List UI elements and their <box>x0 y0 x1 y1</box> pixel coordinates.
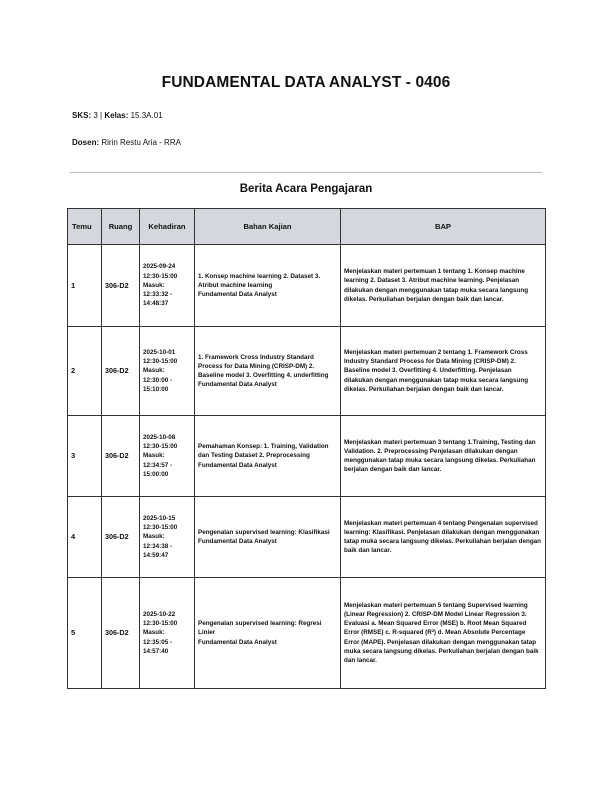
cell-bap: Menjelaskan materi pertemuan 3 tentang 1.Training, Testing dan Validation. 2. Preprocessing Penjelasan dilakukan dengan menggunakan tatap muka secara langsung dikelas. Perkuliahan berjalan dengan baik dan lancar. <box>341 416 546 497</box>
cell-temu: 1 <box>68 245 102 327</box>
table-row <box>68 245 546 327</box>
cell-temu: 2 <box>68 327 102 416</box>
page-title: FUNDAMENTAL DATA ANALYST - 0406 <box>161 74 451 91</box>
section-title: Berita Acara Pengajaran <box>239 183 373 195</box>
table-row <box>68 327 546 416</box>
attendance-masuk-label: Masuk: <box>143 452 165 460</box>
table-row <box>68 578 546 689</box>
cell-bap: Menjelaskan materi pertemuan 1 tentang 1. Konsep machine learning 2. Dataset 3. Atribut machine learning. Penjelasan dilakukan dengan menggunakan tatap muka secara langsung dikelas. Perkuliahan berjalan dengan baik dan lancar. <box>341 245 546 327</box>
cell-bahan-kajian <box>195 245 341 327</box>
cell-kehadiran <box>140 416 195 497</box>
header-ruang: Ruang <box>102 209 140 245</box>
bahan-topics: 1. Framework Cross Industry Standard Process for Data Mining (CRISP-DM) 2. Baseline model 3. Overfitting 4. underfitting <box>198 353 329 379</box>
attendance-time: 12:30-15:00 <box>143 272 178 280</box>
bahan-course: Fundamental Data Analyst <box>198 538 277 545</box>
attendance-masuk-label: Masuk: <box>143 533 165 541</box>
cell-bahan-kajian <box>195 497 341 578</box>
cell-ruang: 306-D2 <box>102 416 140 497</box>
cell-bahan-kajian <box>195 416 341 497</box>
kelas-label: Kelas: <box>104 111 129 120</box>
header-temu: Temu <box>68 209 102 245</box>
course-meta <box>72 111 163 120</box>
cell-bahan-kajian <box>195 578 341 689</box>
bahan-topics: 1. Konsep machine learning 2. Dataset 3. Atribut machine learning <box>198 272 321 289</box>
cell-ruang: 306-D2 <box>102 245 140 327</box>
sks-label: SKS: <box>72 111 92 120</box>
attendance-masuk-value: 12:35:05 - 14:57:40 <box>143 638 173 655</box>
attendance-date: 2025-10-15 <box>143 514 176 522</box>
cell-bap: Menjelaskan materi pertemuan 5 tentang Supervised learning (Linear Regression) 2. CRISP-DM Model Linear Regression 3. Evaluasi a. Mean Squared Error (MSE) b. Root Mean Squared Error (RMSE) c. R-squared (R²) d. Mean Absolute Percentage Error (MAPE). Penjelasan dilakukan dengan menggunakan tatap muka secara langsung dikelas. Perkuliahan berjalan dengan baik dan lancar. <box>341 578 546 689</box>
attendance-masuk-value: 12:30:00 - 15:10:00 <box>143 376 173 393</box>
cell-temu: 5 <box>68 578 102 689</box>
bahan-topics: Pengenalan supervised learning: Regresi Linier <box>198 620 322 637</box>
cell-bap: Menjelaskan materi pertemuan 4 tentang Pengenalan supervised learning: Klasifikasi. Penjelasan dilakukan dengan menggunakan tatap muka secara langsung dikelas. Perkuliahan berjalan dengan baik dan lancar. <box>341 497 546 578</box>
attendance-masuk-label: Masuk: <box>143 367 165 375</box>
cell-ruang: 306-D2 <box>102 578 140 689</box>
table-row <box>68 497 546 578</box>
attendance-masuk-value: 12:34:38 - 14:59:47 <box>143 542 173 559</box>
lecturer-meta <box>72 138 181 147</box>
cell-bahan-kajian <box>195 327 341 416</box>
cell-kehadiran <box>140 327 195 416</box>
attendance-masuk-label: Masuk: <box>143 629 165 637</box>
attendance-time: 12:30-15:00 <box>143 620 178 628</box>
cell-bap: Menjelaskan materi pertemuan 2 tentang 1. Framework Cross Industry Standard Process for Data Mining (CRISP-DM) 2. Baseline model 3. Overfitting 4. Underfitting. Penjelasan dilakukan dengan menggunakan tatap muka secara langsung dikelas. Perkuliahan berjalan dengan baik dan lancar. <box>341 327 546 416</box>
attendance-time: 12:30-15:00 <box>143 358 178 366</box>
bahan-course: Fundamental Data Analyst <box>198 381 277 389</box>
attendance-date: 2025-10-22 <box>143 610 176 618</box>
cell-temu: 4 <box>68 497 102 578</box>
header-bap: BAP <box>341 209 546 245</box>
attendance-date: 2025-10-01 <box>143 348 176 356</box>
dosen-label: Dosen: <box>72 138 100 147</box>
cell-ruang: 306-D2 <box>102 497 140 578</box>
bahan-topics: Pemahaman Konsep: 1. Training, Validation dan Testing Dataset 2. Preprocessing <box>198 443 329 460</box>
bahan-course: Fundamental Data Analyst <box>198 638 277 646</box>
cell-ruang: 306-D2 <box>102 327 140 416</box>
cell-kehadiran <box>140 245 195 327</box>
attendance-masuk-label: Masuk: <box>143 281 165 289</box>
attendance-date: 2025-10-08 <box>143 433 176 441</box>
attendance-time: 12:30-15:00 <box>143 524 178 532</box>
cell-temu: 3 <box>68 416 102 497</box>
header-kehadiran: Kehadiran <box>140 209 195 245</box>
cell-kehadiran <box>140 497 195 578</box>
attendance-time: 12:30-15:00 <box>143 443 178 451</box>
dosen-value: Ririn Restu Aria - RRA <box>101 138 181 147</box>
table-header-row <box>68 209 546 245</box>
sks-value: 3 <box>93 111 98 120</box>
meta-separator: | <box>100 111 103 120</box>
section-divider <box>70 172 542 173</box>
cell-kehadiran <box>140 578 195 689</box>
attendance-masuk-value: 12:34:57 - 15:00:00 <box>143 461 173 478</box>
kelas-value: 15.3A.01 <box>130 111 163 120</box>
attendance-date: 2025-09-24 <box>143 263 176 271</box>
bahan-course: Fundamental Data Analyst <box>198 461 277 469</box>
bahan-course: Fundamental Data Analyst <box>198 291 277 299</box>
header-bahan-kajian: Bahan Kajian <box>195 209 341 245</box>
bahan-topics: Pengenalan supervised learning: Klasifikasi <box>198 528 330 536</box>
teaching-report-table <box>67 208 546 689</box>
table-row <box>68 416 546 497</box>
attendance-masuk-value: 12:33:32 - 14:48:37 <box>143 291 173 308</box>
